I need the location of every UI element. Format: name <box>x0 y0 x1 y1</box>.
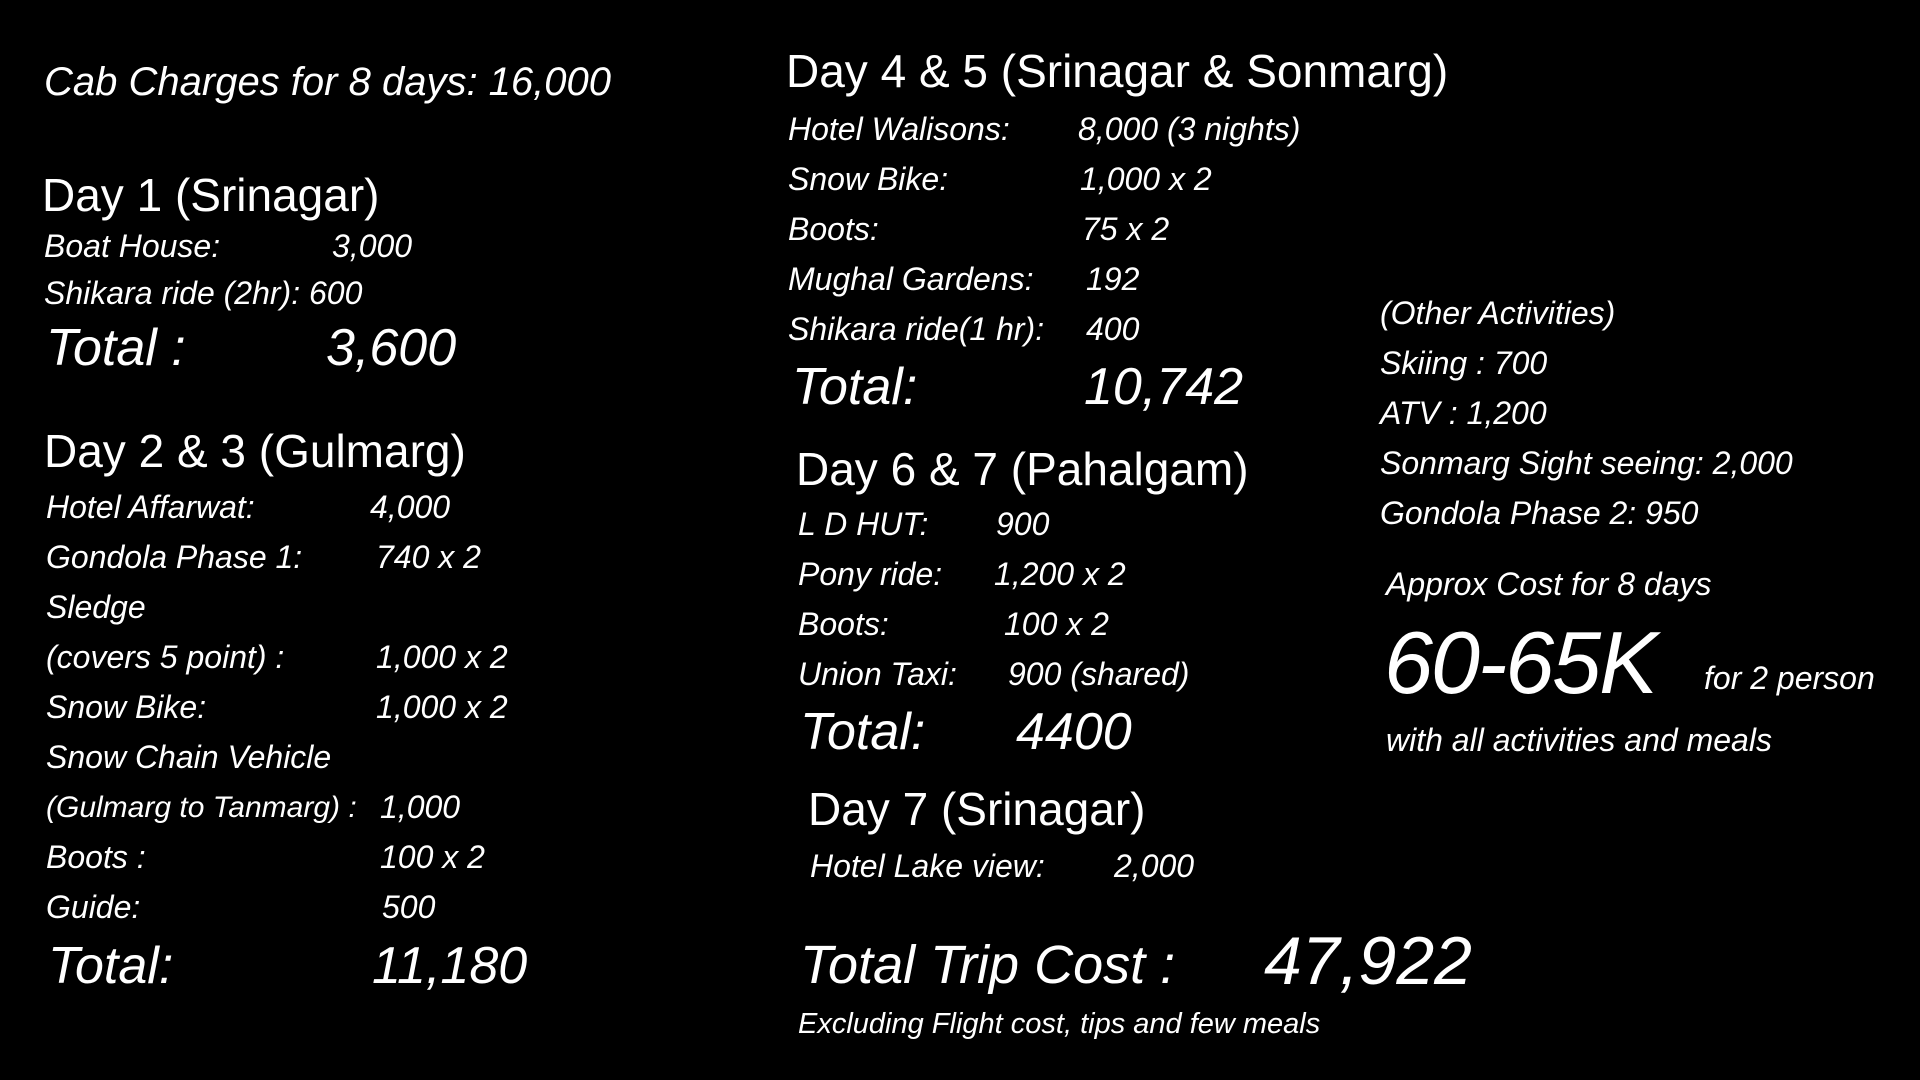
day23-item-label: Sledge <box>46 589 146 625</box>
day67-item-value: 900 (shared) <box>1008 656 1190 692</box>
day23-item-value: 740 x 2 <box>376 539 481 575</box>
other-activity-item: Gondola Phase 2: 950 <box>1380 495 1699 531</box>
day23-item-label: Hotel Affarwat: <box>46 489 255 525</box>
other-activity-item: Sonmarg Sight seeing: 2,000 <box>1380 445 1793 481</box>
day7-title: Day 7 (Srinagar) <box>808 783 1146 835</box>
day1-item-value: 3,000 <box>332 228 413 264</box>
day1-title: Day 1 (Srinagar) <box>42 169 380 221</box>
day1-item-label: Shikara ride (2hr): 600 <box>44 275 363 311</box>
day67-item-value: 1,200 x 2 <box>994 556 1126 592</box>
day23-item-value: 500 <box>382 889 436 925</box>
day45-item-label: Shikara ride(1 hr): <box>788 311 1045 347</box>
cab-charges: Cab Charges for 8 days: 16,000 <box>44 60 612 104</box>
day1-item-label: Boat House: <box>44 228 221 264</box>
day67-item-label: L D HUT: <box>798 506 929 542</box>
day23-item-value: 1,000 x 2 <box>376 689 508 725</box>
day45-item-label: Mughal Gardens: <box>788 261 1034 297</box>
day67-total-value: 4400 <box>1016 703 1132 761</box>
day67-total-label: Total: <box>800 703 926 761</box>
day45-item-value: 400 <box>1086 311 1140 347</box>
other-activity-item: ATV : 1,200 <box>1380 395 1547 431</box>
approx-cost-value: 60-65K <box>1384 613 1656 712</box>
day67-item-value: 100 x 2 <box>1004 606 1109 642</box>
day45-item-label: Boots: <box>788 211 879 247</box>
day45-item-label: Snow Bike: <box>788 161 949 197</box>
other-activity-item: Skiing : 700 <box>1380 345 1548 381</box>
day45-item-value: 192 <box>1086 261 1140 297</box>
day7-item-label: Hotel Lake view: <box>810 848 1045 884</box>
day23-item-label: (covers 5 point) : <box>46 639 285 675</box>
day23-item-label: Snow Bike: <box>46 689 207 725</box>
day45-item-value: 75 x 2 <box>1082 211 1170 247</box>
approx-cost-label: Approx Cost for 8 days <box>1386 566 1712 602</box>
day23-item-value: 100 x 2 <box>380 839 485 875</box>
day45-total-value: 10,742 <box>1084 358 1244 416</box>
trip-total-label: Total Trip Cost : <box>800 935 1176 995</box>
day23-total-value: 11,180 <box>372 937 528 995</box>
day67-item-label: Boots: <box>798 606 889 642</box>
trip-total-note: Excluding Flight cost, tips and few meals <box>798 1008 1321 1040</box>
trip-total-value: 47,922 <box>1264 923 1472 999</box>
day23-title: Day 2 & 3 (Gulmarg) <box>44 425 466 477</box>
day23-item-label: Gondola Phase 1: <box>46 539 303 575</box>
day23-item-value: 1,000 <box>380 789 461 825</box>
day23-item-label: Boots : <box>46 839 146 875</box>
day1-total-label: Total : <box>46 319 186 377</box>
other-activities-title: (Other Activities) <box>1380 295 1616 331</box>
day1-total-value: 3,600 <box>326 319 457 377</box>
day23-item-value: 1,000 x 2 <box>376 639 508 675</box>
day67-title: Day 6 & 7 (Pahalgam) <box>796 443 1249 495</box>
day67-item-label: Union Taxi: <box>798 656 957 692</box>
day67-item-label: Pony ride: <box>798 556 943 592</box>
day45-total-label: Total: <box>792 358 918 416</box>
day23-total-label: Total: <box>48 937 174 995</box>
day67-item-value: 900 <box>996 506 1050 542</box>
day23-item-label: Snow Chain Vehicle <box>46 739 332 775</box>
day23-item-label: (Gulmarg to Tanmarg) : <box>46 791 357 824</box>
day45-title: Day 4 & 5 (Srinagar & Sonmarg) <box>786 45 1449 97</box>
day7-item-value: 2,000 <box>1114 848 1195 884</box>
approx-cost-note: with all activities and meals <box>1386 722 1772 758</box>
day45-item-value: 8,000 (3 nights) <box>1078 111 1301 147</box>
day23-item-label: Guide: <box>46 889 141 925</box>
day45-item-value: 1,000 x 2 <box>1080 161 1212 197</box>
approx-cost-suffix: for 2 person <box>1704 660 1875 696</box>
day45-item-label: Hotel Walisons: <box>788 111 1010 147</box>
day23-item-value: 4,000 <box>370 489 451 525</box>
